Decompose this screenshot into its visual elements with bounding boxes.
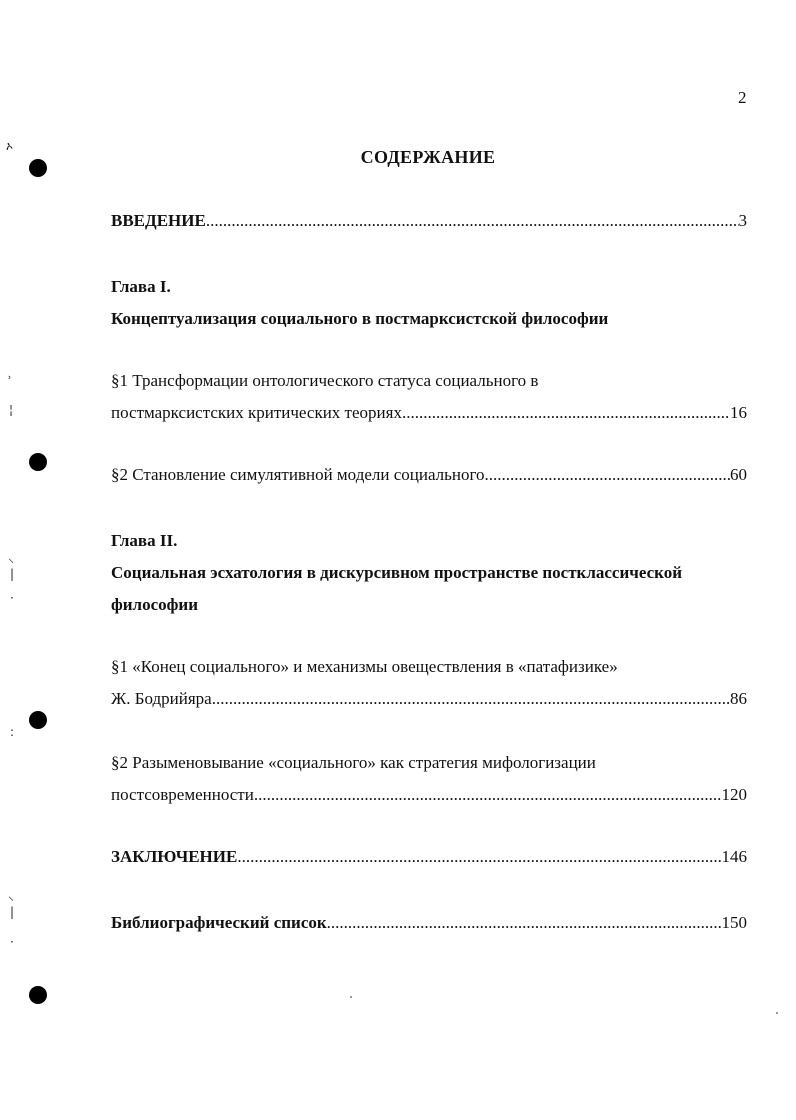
toc-entry-title: §2 Становление симулятивной модели социального (111, 465, 485, 484)
toc-page-number: 120 (721, 785, 747, 804)
scan-mark: ¦ (9, 403, 14, 417)
binder-hole (29, 453, 47, 471)
toc-entry-title: ВВЕДЕНИЕ (111, 211, 206, 230)
toc-page-number: 16 (730, 403, 747, 422)
chapter-title: философии (111, 595, 198, 614)
section-title-line: §1 Трансформации онтологического статуса социального в (111, 371, 539, 390)
dot-leader (206, 210, 739, 232)
page-title: СОДЕРЖАНИЕ (360, 147, 496, 167)
dot-leader (254, 784, 722, 806)
scan-mark: ⸜ (8, 889, 15, 903)
scan-mark: ˒ (8, 371, 12, 385)
toc-page-number: 146 (721, 847, 747, 866)
dot-leader (402, 402, 730, 424)
scan-speck (776, 1012, 778, 1014)
scan-mark: | (10, 567, 15, 581)
toc-page-number: 150 (721, 913, 747, 932)
dot-leader (327, 912, 722, 934)
toc-entry-title: Библиографический список (111, 913, 327, 932)
toc-entry-title: ЗАКЛЮЧЕНИЕ (111, 847, 238, 866)
toc-entry-title: Ж. Бодрийяра (111, 689, 212, 708)
toc-entry-bibliography[interactable] (111, 912, 747, 934)
toc-entry-section[interactable] (111, 688, 747, 710)
toc-page-number: 60 (730, 465, 747, 484)
binder-hole (29, 711, 47, 729)
section-title-line: §1 «Конец социального» и механизмы овеществления в «патафизике» (111, 657, 618, 676)
scan-mark: : (10, 725, 15, 739)
scan-mark: · (10, 935, 14, 949)
chapter-label: Глава II. (111, 531, 178, 550)
section-title-line: §2 Разыменовывание «социального» как стратегия мифологизации (111, 753, 596, 772)
chapter-label: Глава I. (111, 277, 171, 296)
toc-entry-section[interactable] (111, 784, 747, 806)
toc-entry-section[interactable] (111, 464, 747, 486)
dot-leader (485, 464, 730, 486)
toc-entry-title: постсовременности (111, 785, 254, 804)
page-number: 2 (738, 88, 747, 107)
toc-entry-intro[interactable] (111, 210, 747, 232)
toc-page-number: 3 (738, 211, 747, 230)
scan-mark: ኦ (6, 139, 14, 153)
binder-hole (29, 986, 47, 1004)
chapter-title: Концептуализация социального в постмарксистской философии (111, 309, 609, 328)
scan-speck (350, 996, 352, 998)
scan-mark: ⸜ (8, 551, 15, 565)
scan-mark: | (10, 905, 15, 919)
dot-leader (237, 846, 721, 868)
toc-entry-title: постмарксистских критических теориях (111, 403, 402, 422)
toc-page-number: 86 (730, 689, 747, 708)
toc-entry-conclusion[interactable] (111, 846, 747, 868)
toc-entry-section[interactable] (111, 402, 747, 424)
dot-leader (212, 688, 730, 710)
chapter-title: Социальная эсхатология в дискурсивном пространстве постклассической (111, 563, 683, 582)
scan-mark: · (10, 591, 14, 605)
